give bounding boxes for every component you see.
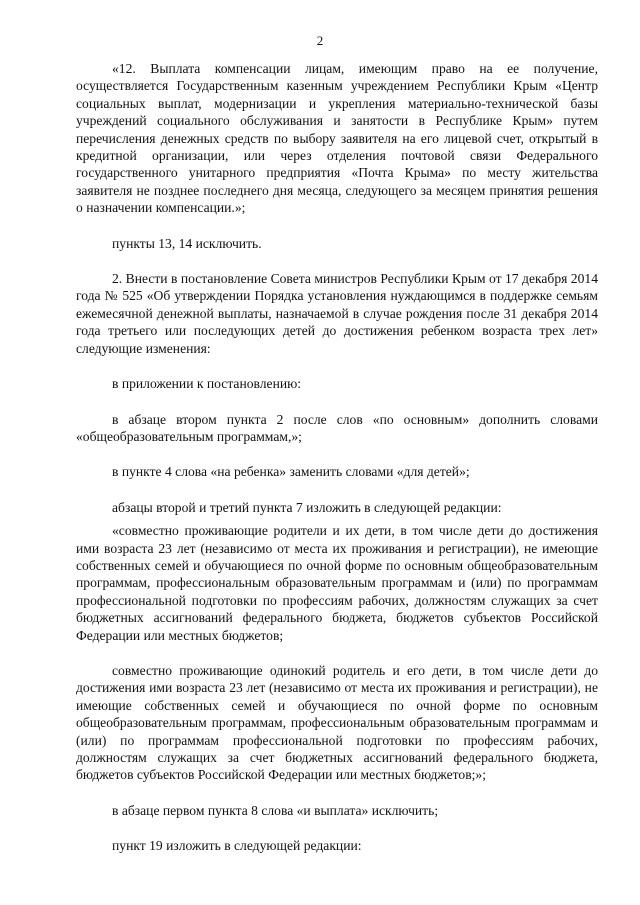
paragraph-item-4-amendment: в пункте 4 слова «на ребенка» заменить словами «для детей»; bbox=[112, 464, 470, 480]
page-number: 2 bbox=[316, 33, 324, 48]
paragraph-item-7-single-parent: совместно проживающие одинокий родитель и его дети, в том числе дети до достижения ими возраста 23 лет (независимо от места их проживания и регистрации), не имеющие собственных семей и обучающиеся по очной форме по основным общеобразовательным программам, профессиональным образовательным программам и (или) по программам профессиональной подготовки по профессиям рабочих, должностям служащих за счет бюджетных ассигнований федерального бюджета, бюджетов субъектов Российской Федерации или местных бюджетов;»; bbox=[76, 662, 598, 783]
paragraph-item-8-amendment: в абзаце первом пункта 8 слова «и выплата» исключить; bbox=[112, 802, 439, 818]
paragraph-item-7-intro: абзацы второй и третий пункта 7 изложить в следующей редакции: bbox=[112, 499, 502, 515]
paragraph-item-12: «12. Выплата компенсации лицам, имеющим право на ее получение, осуществляется Государственным казенным учреждением Республики Крым «Центр социальных выплат, модернизации и укрепления материально-технической базы учреждений социального обслуживания и занятости в Республике Крым» путем перечисления денежных средств по выбору заявителя на его лицевой счет, открытый в кредитной организации, или через отделения почтовой связи Федерального государственного унитарного предприятия «Почта Крыма» по месту жительства заявителя не позднее последнего дня месяца, следующего за месяцем принятия решения о назначении компенсации.»; bbox=[76, 61, 598, 216]
document-body bbox=[76, 60, 598, 855]
paragraph-items-13-14: пункты 13, 14 исключить. bbox=[112, 235, 262, 251]
paragraph-item-2-amendment: в абзаце втором пункта 2 после слов «по основным» дополнить словами «общеобразовательным программам,»; bbox=[76, 411, 598, 444]
paragraph-item-7-parents: «совместно проживающие родители и их дети, в том числе дети до достижения ими возраста 23 лет (независимо от места их проживания и регистрации), не имеющие собственных семей и обучающиеся по очной форме по основным общеобразовательным программам, профессиональным образовательным программам и (или) по программам профессиональной подготовки по профессиям рабочих, должностям служащих за счет бюджетных ассигнований федерального бюджета, бюджетов субъектов Российской Федерации или местных бюджетов; bbox=[76, 523, 598, 643]
paragraph-appendix: в приложении к постановлению: bbox=[112, 376, 302, 392]
paragraph-item-19-intro: пункт 19 изложить в следующей редакции: bbox=[112, 838, 362, 854]
paragraph-section-2: 2. Внести в постановление Совета министров Республики Крым от 17 декабря 2014 года № 525 «Об утверждении Порядка установления нуждающимся в поддержке семьям ежемесячной денежной выплаты, назначаемой в случае рождения после 31 декабря 2014 года третьего или последующих детей до достижения ребенком возраста трех лет» следующие изменения: bbox=[76, 271, 598, 356]
